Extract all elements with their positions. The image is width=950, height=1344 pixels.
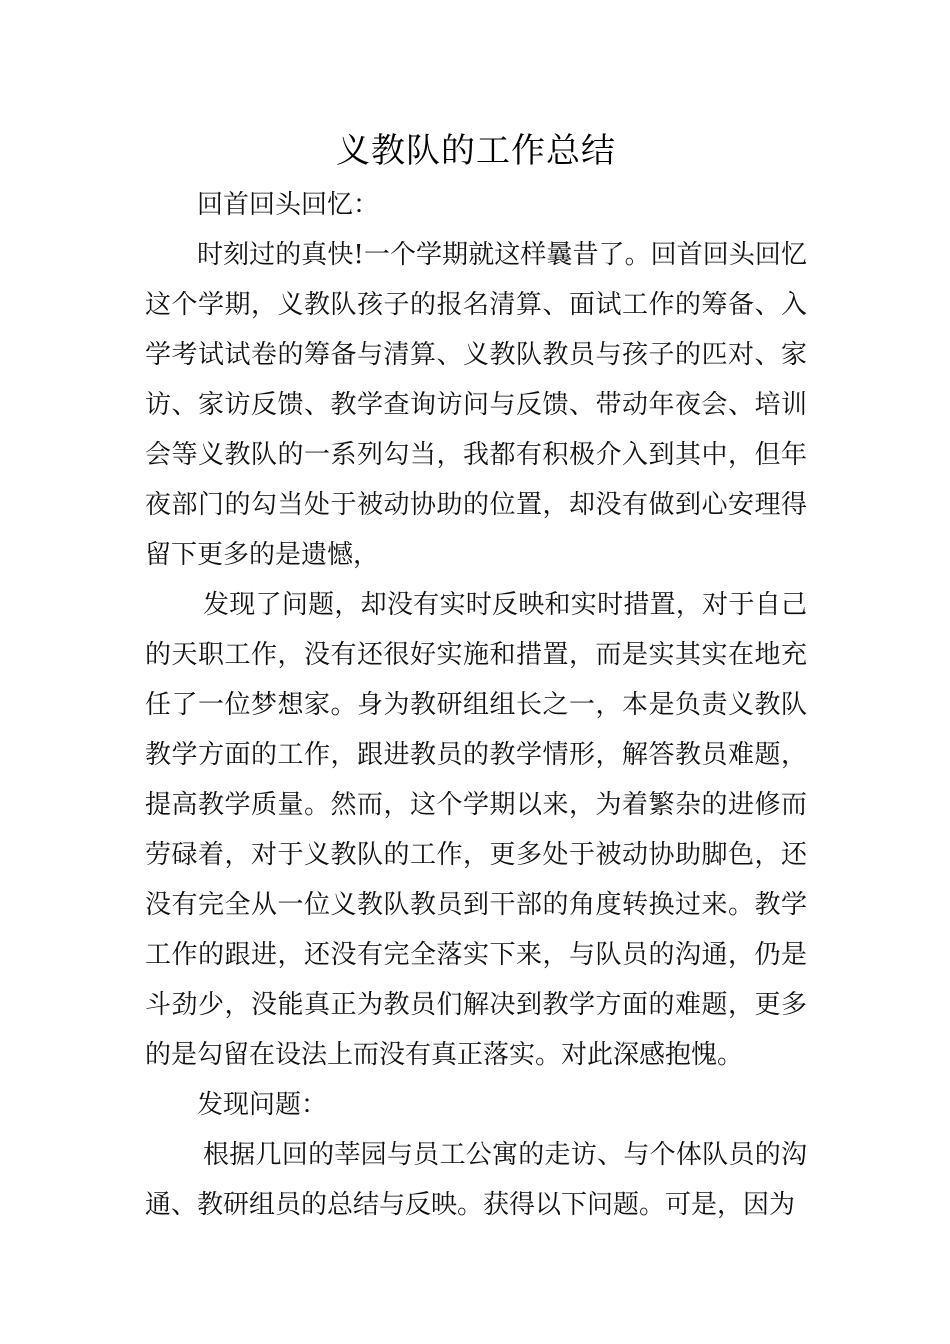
paragraph-problems-found: 根据几回的莘园与员工公寓的走访、与个体队员的沟通、教研组员的总结与反映。获得以下问题。可是，因为 <box>145 1140 807 1220</box>
paragraph-self-reflection: 发现了问题，却没有实时反映和实时措置，对于自己的天职工作，没有还很好实施和措置，而是实其实在地充任了一位梦想家。身为教研组组长之一，本是负责义教队教学方面的工作，跟进教员的教学情形，解答教员难题，提高教学质量。然而，这个学期以来，为着繁杂的进修而劳碌着，对于义教队的工作，更多处于被动协助脚色，还没有完全从一位义教队教员到干部的角度转换过来。教学工作的跟进，还没有完全落实下来，与队员的沟通，仍是斗劲少，没能真正为教员们解决到教学方面的难题，更多的是勾留在设法上而没有真正落实。对此深感抱愧。 <box>145 590 807 1070</box>
document-title: 义教队的工作总结 <box>336 131 616 171</box>
document-body <box>145 122 807 1230</box>
section-heading-problems: 发现问题： <box>197 1090 328 1120</box>
paragraph-semester-review: 时刻过的真快!一个学期就这样曩昔了。回首回头回忆这个学期，义教队孩子的报名清算、面试工作的筹备、入学考试试卷的筹备与清算、义教队教员与孩子的匹对、家访、家访反馈、教学查询访问与反馈、带动年夜会、培训会等义教队的一系列勾当，我都有积极介入到其中，但年夜部门的勾当处于被动协助的位置，却没有做到心安理得留下更多的是遗憾， <box>145 240 807 570</box>
section-heading-review: 回首回头回忆： <box>197 190 380 220</box>
